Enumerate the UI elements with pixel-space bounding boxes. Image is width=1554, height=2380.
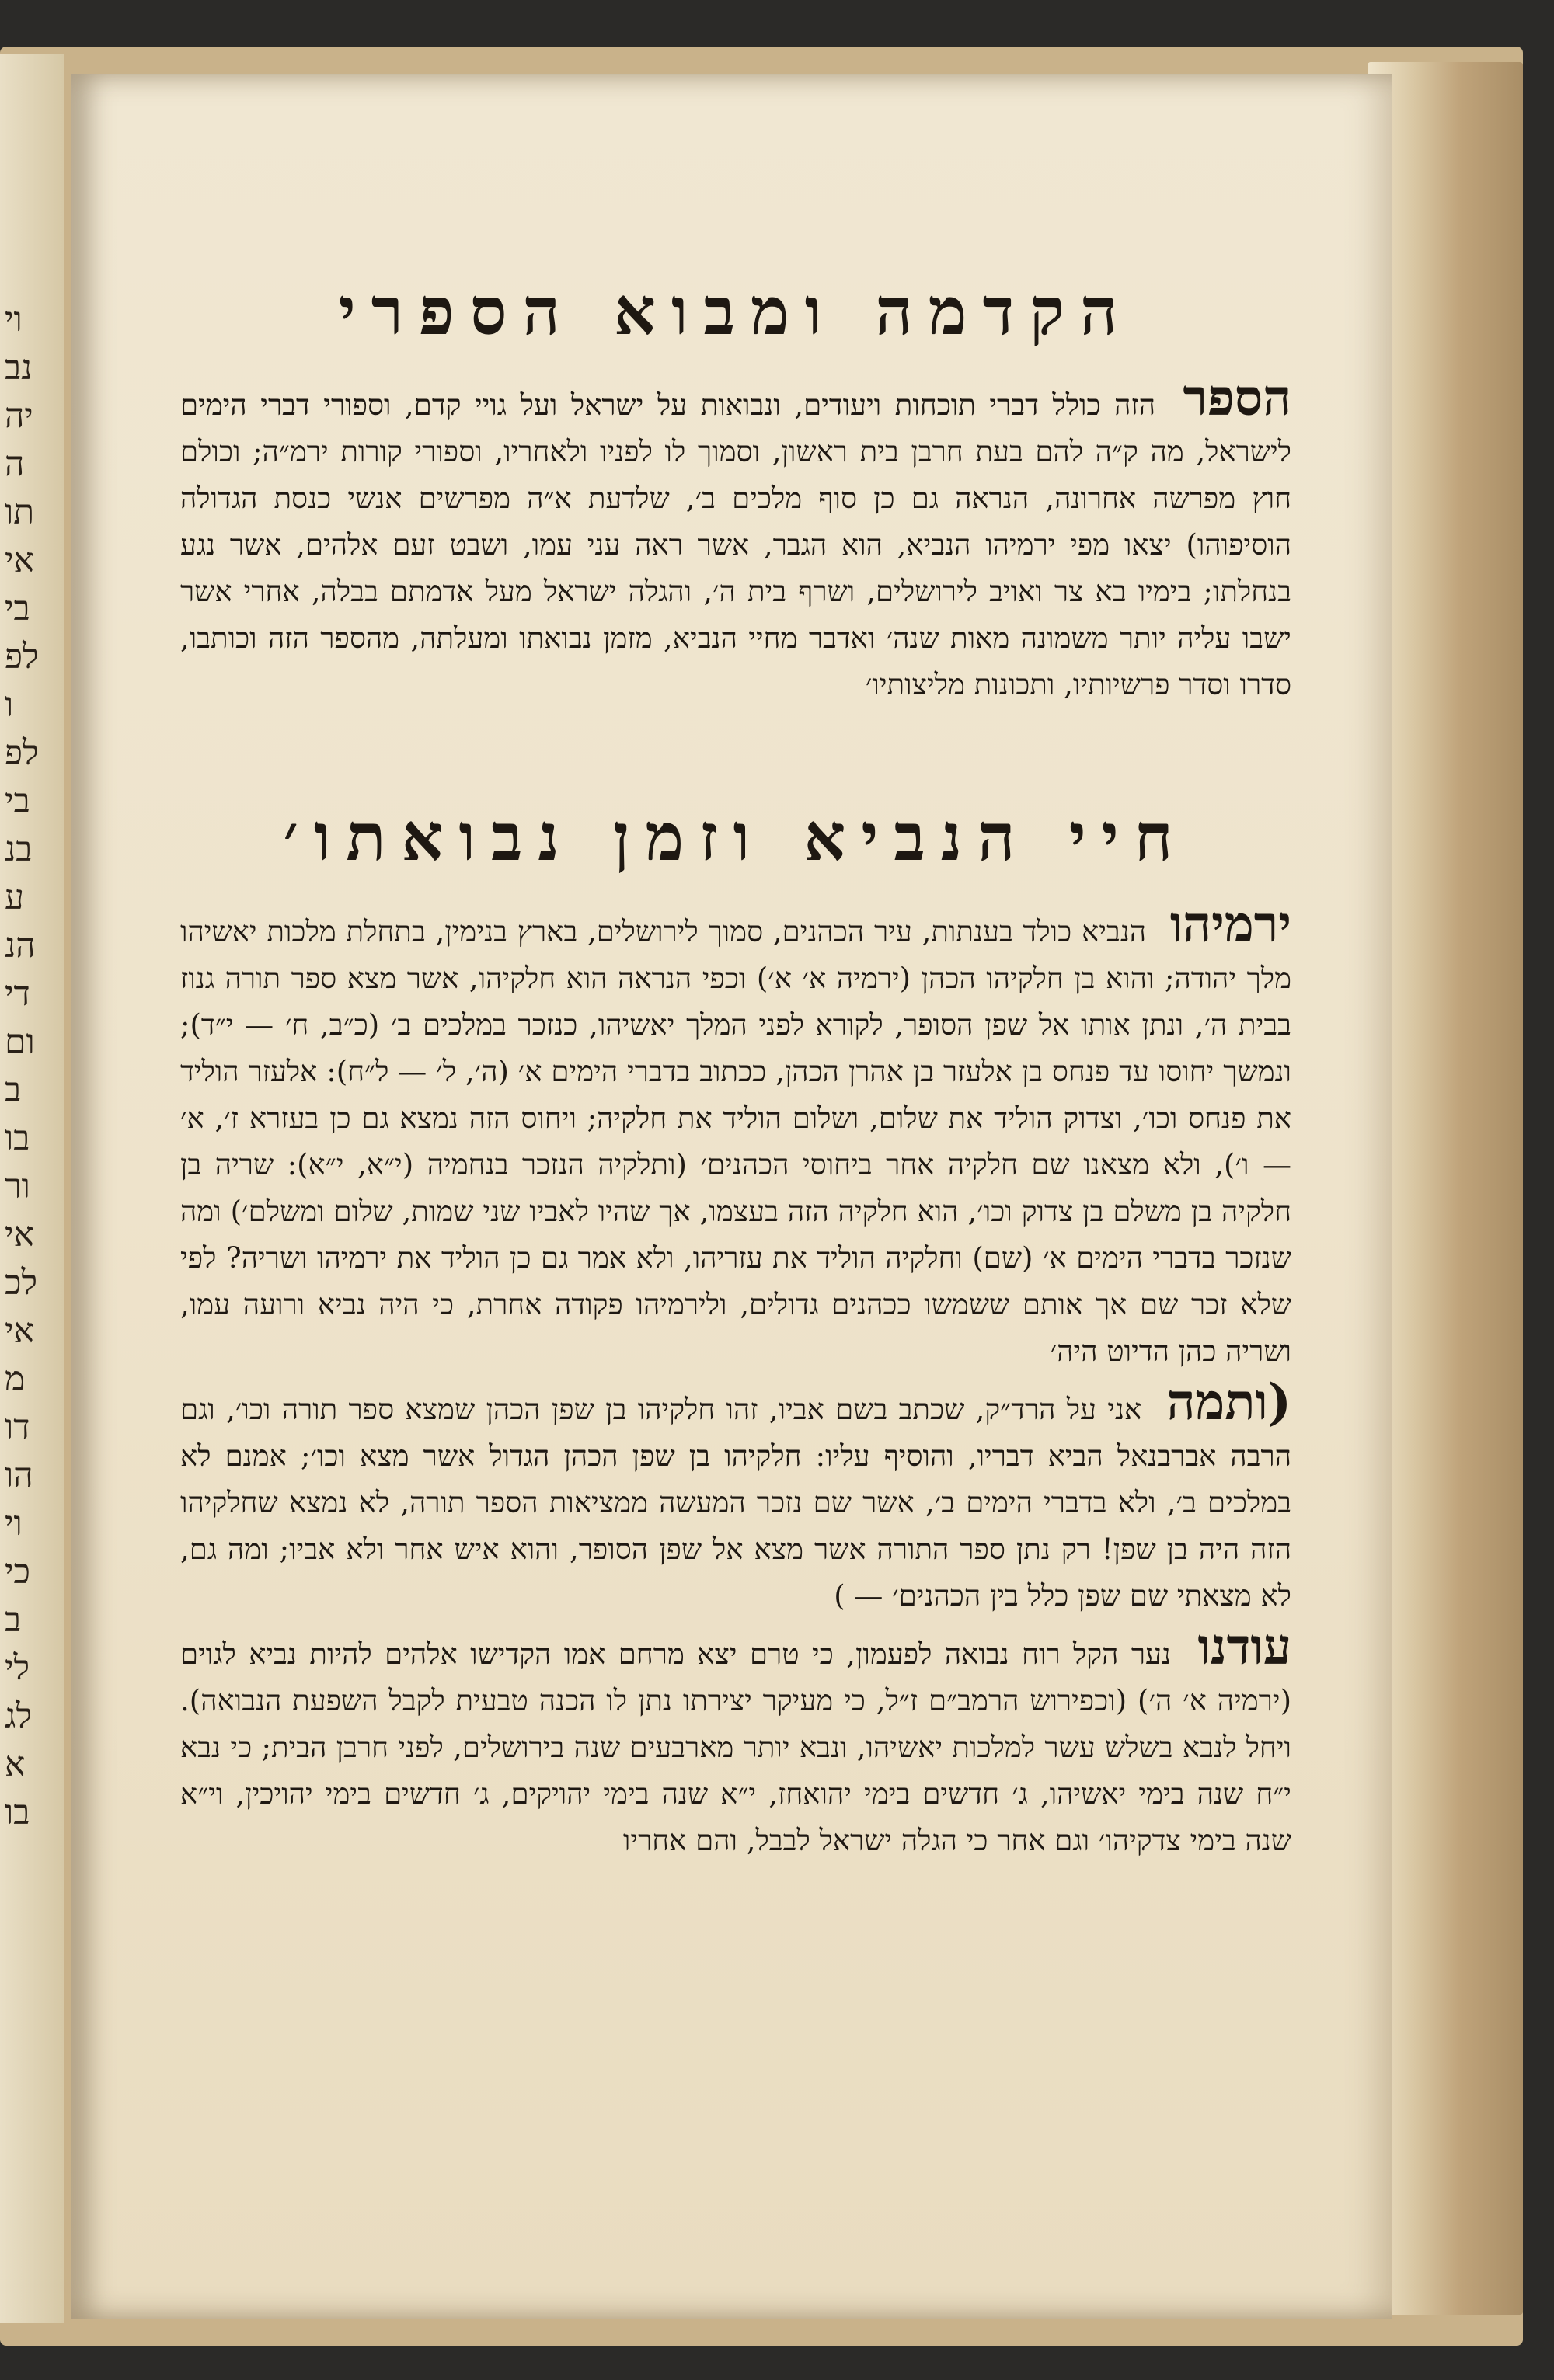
right-page [71,74,1392,2319]
paragraph-yirmiyahu [180,895,1291,1375]
left-page-fragment: ה [5,444,25,484]
left-page-fragment: בו [5,1793,30,1832]
left-page-fragment: וי [5,300,23,339]
left-page-fragment: ום [5,1022,35,1062]
lead-word: הספר [1183,369,1291,428]
left-page-fragment: בו [5,1119,30,1158]
left-page-edge [0,54,64,2323]
left-page-fragment: וי [5,1504,23,1543]
left-page-fragment: לכ [5,1263,38,1303]
heading-life-of-prophet: חיי הנביא וזמן נבואתו׳ [283,799,1189,876]
lead-word: עודנו [1197,1617,1291,1676]
page-content [180,190,1291,1869]
paragraph-vetamah [180,1373,1291,1620]
lead-word: (ותמה [1166,1373,1291,1432]
left-page-fragment: בי [5,589,30,628]
heading-introduction: הקדמה ומבוא הספרי [338,273,1134,350]
lead-word: ירמיהו [1169,895,1291,954]
paragraph-odenu [180,1617,1291,1864]
left-page-fragment: א [5,1745,26,1784]
left-page-fragment: הנ [5,926,36,966]
paragraph-book [180,369,1291,708]
paragraph-text: אני על הרד״ק, שכתב בשם אביו, זהו חלקיהו בן שפן הכהן שמצא ספר תורה וכו׳, וגם הרבה אברבנאל הביא דבריו, והוסיף עליו: חלקיהו בן שפן הכהן הגדול אשר מצא וכו׳; אמנם לא במלכים ב׳, ולא בדברי הימים ב׳, אשר שם נזכר המעשה ממציאות הספר תורה, לא נמצא שחלקיהו הזה היה בן שפן! רק נתן ספר התורה אשר מצא אל שפן הסופר, והוא איש אחר ולא אביו; ומה גם, לא מצאתי שם שפן כלל בין הכהנים׳ — ) [180,1392,1291,1613]
paragraph-text: הזה כולל דברי תוכחות ויעודים, ונבואות על ישראל ועל גויי קדם, וספורי דברי הימים לישראל, מה ק״ה להם בעת חרבן בית ראשון, וסמוך לו לפניו ולאחריו, וספורי קורות ירמ״ה; וכולם חוץ מפרשה אחרונה, הנראה גם כן סוף מלכים ב׳, שלדעת א״ה מפרשים אנשי כנסת הגדולה הוסיפוהו) יצאו מפי ירמיהו הנביא, הוא הגבר, אשר ראה עני עמו, ושבט זעם אלהים, אשר נגע בנחלתו; בימיו בא צר ואויב לירושלים, ושרף בית ה׳, והגלה ישראל מעל אדמתם בבלה, אחרי אשר ישבו עליה יותר משמונה מאות שנה׳ ואדבר מחיי הנביא, מזמן נבואתו ומעלתה, מהספר הזה וכותבו, סדרו וסדר פרשיותיו, ותכונות מליצותיו׳ [180,388,1291,702]
left-page-fragment: לפ [5,637,39,677]
left-page-fragment: בי [5,781,30,821]
left-page-fragment: דו [5,1407,30,1447]
left-page-fragment: ב [5,1600,22,1640]
left-page-fragment: ור [5,1167,30,1206]
left-page-fragment: תו [5,492,35,532]
left-page-fragment: בנ [5,830,33,869]
left-page-fragment: לי [5,1648,30,1688]
left-page-fragment: אי [5,1311,34,1351]
left-page-fragment: מ [5,1359,26,1399]
left-page-fragment: ב [5,1070,22,1110]
paragraph-text: הנביא כולד בענתות, עיר הכהנים, סמוך לירושלים, בארץ בנימין, בתחלת מלכות יאשיהו מלך יהודה; והוא בן חלקיהו הכהן (ירמיה א׳ א׳) וכפי הנראה הוא חלקיהו, אשר מצא ספר תורה גנוז בבית ה׳, ונתן אותו אל שפן הסופר, לקורא לפני המלך יאשיהו, כנזכר במלכים ב׳ (כ״ב, ח׳ — י״ד); ונמשך יחוסו עד פנחס בן אלעזר בן אהרן הכהן, ככתוב בדברי הימים א׳ (ה׳, ל׳ — ל״ח): אלעזר הוליד את פנחס וכו׳, וצדוק הוליד את שלום, ושלום הוליד את חלקיה; ויחוס הזה נמצא גם כן בעזרא ז׳, א׳ — ו׳), ולא מצאנו שם חלקיה אחר ביחוסי הכהנים׳ (ותלקיה הנזכר בנחמיה (י״א, י״א): שריה בן חלקיה בן משלם בן צדוק וכו׳, הוא חלקיה הזה בעצמו, אך שהיו לאביו שני שמות, שלום ומשלם׳) ומה שנזכר בדברי הימים א׳ (שם) וחלקיה הוליד את עזריהו, ולא אמר גם כן הוליד את ירמיהו ושריה? לפי שלא זכר שם אך אותם ששמשו ככהנים גדולים, ולירמיהו פקודה אחרת, כי היה נביא ורועה עמו, ושריה כהן הדיוט היה׳ [180,914,1291,1368]
left-page-fragment: הו [5,1456,33,1495]
paragraph-text: נער הקל רוח נבואה לפעמון, כי טרם יצא מרחם אמו הקדישו אלהים להיות נביא לגוים (ירמיה א׳ ה׳) (וכפירוש הרמב״ם ז״ל, כי מעיקר יצירתו נתן לו הכנה טבעית לקבל השפעת הנבואה). ויחל לנבא בשלש עשר למלכות יאשיהו, ונבא יותר מארבעים שנה בירושלים, לפני חרבן הבית; כי נבא י״ח שנה בימי יאשיהו, ג׳ חדשים בימי יהואחז, י״א שנה בימי יהויקים, ג׳ חדשים בימי יהויכין, וי״א שנה בימי צדקיהו׳ וגם אחר כי הגלה ישראל לבבל, והם אחריו [180,1637,1291,1857]
left-page-fragment: לפ [5,733,39,773]
left-page-fragment: ו [5,685,14,725]
left-page-fragment: די [5,974,30,1014]
left-page-fragment: לג [5,1696,33,1736]
left-page-fragment: אי [5,1215,34,1254]
left-page-fragment: כי [5,1552,31,1592]
left-page-fragment: אי [5,541,34,580]
left-page-fragment: יה [5,396,33,436]
left-page-fragment: נב [5,348,33,388]
left-page-fragment: ע [5,878,24,917]
